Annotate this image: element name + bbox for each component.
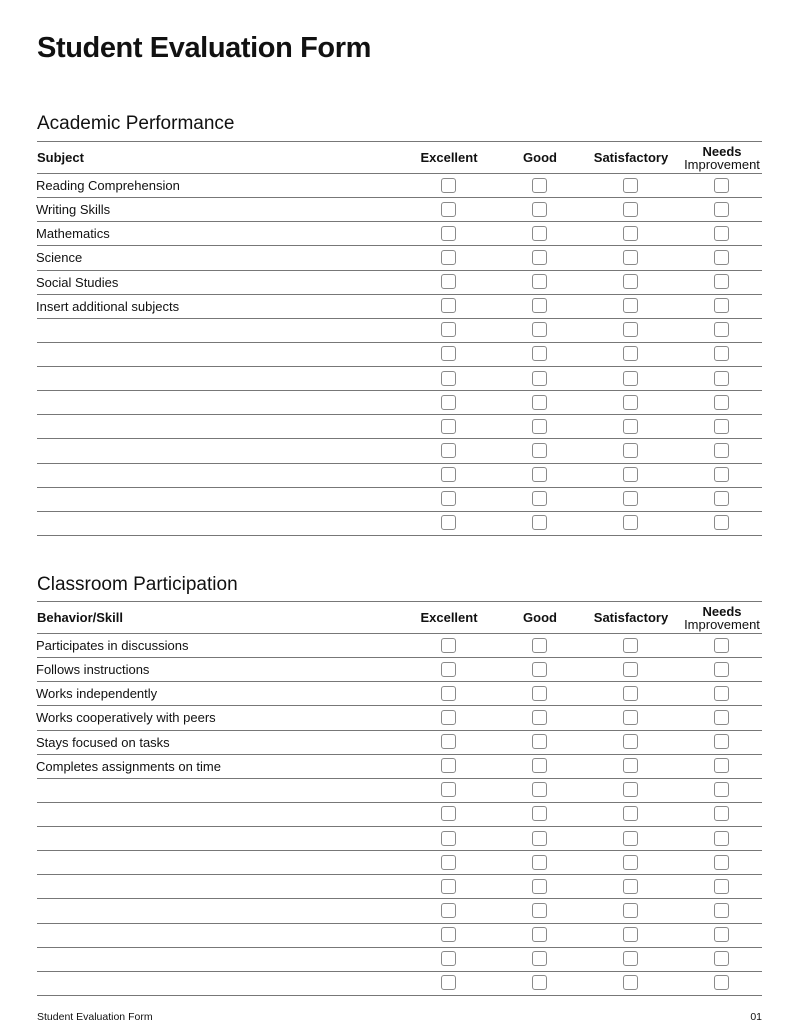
table-row [37,439,762,463]
table-row [37,415,762,439]
checkbox-needs-improvement[interactable] [714,903,729,918]
table-row [37,391,762,415]
row-label: Writing Skills [36,202,111,218]
checkbox-satisfactory[interactable] [623,782,638,797]
checkbox-good[interactable] [532,395,547,410]
header-needs-label: Needs [702,603,742,619]
checkbox-satisfactory[interactable] [623,371,638,386]
checkbox-good[interactable] [532,419,547,434]
checkbox-excellent[interactable] [441,274,456,289]
table-row [37,464,762,488]
checkbox-needs-improvement[interactable] [714,491,729,506]
header-good-label: Good [523,610,557,625]
table-row [37,779,762,803]
checkbox-needs-improvement[interactable] [714,202,729,217]
table-row [37,682,762,706]
checkbox-good[interactable] [532,202,547,217]
row-label: Social Studies [36,274,119,290]
row-label: Completes assignments on time [36,758,221,774]
checkbox-satisfactory[interactable] [623,322,638,337]
checkbox-excellent[interactable] [441,903,456,918]
checkbox-excellent[interactable] [441,515,456,530]
checkbox-excellent[interactable] [441,467,456,482]
checkbox-good[interactable] [532,322,547,337]
table-row [37,271,762,295]
checkbox-excellent[interactable] [441,322,456,337]
table-row [37,706,762,730]
table-row [37,803,762,827]
header-satisfactory [586,602,676,633]
checkbox-excellent[interactable] [441,419,456,434]
checkbox-satisfactory[interactable] [623,346,638,361]
header-satisfactory-label: Satisfactory [593,150,669,165]
section-title-academic-performance: Academic Performance [37,113,235,134]
checkbox-good[interactable] [532,927,547,942]
checkbox-needs-improvement[interactable] [714,178,729,193]
checkbox-needs-improvement[interactable] [714,419,729,434]
checkbox-excellent[interactable] [441,758,456,773]
table-row [37,755,762,779]
checkbox-excellent[interactable] [441,491,456,506]
checkbox-excellent[interactable] [441,927,456,942]
checkbox-satisfactory[interactable] [623,467,638,482]
checkbox-good[interactable] [532,782,547,797]
checkbox-needs-improvement[interactable] [714,443,729,458]
footer-page-number: 01 [750,1011,762,1023]
checkbox-excellent[interactable] [441,298,456,313]
table-row [37,899,762,923]
header-needs-improvement [677,142,767,173]
checkbox-satisfactory[interactable] [623,903,638,918]
row-label: Science [36,250,83,266]
checkbox-needs-improvement[interactable] [714,298,729,313]
checkbox-needs-improvement[interactable] [714,975,729,990]
table-row [37,875,762,899]
checkbox-needs-improvement[interactable] [714,951,729,966]
header-good-label: Good [523,150,557,165]
header-excellent-label: Excellent [420,150,478,165]
row-label: Stays focused on tasks [36,734,170,750]
checkbox-satisfactory[interactable] [623,855,638,870]
checkbox-good[interactable] [532,515,547,530]
checkbox-needs-improvement[interactable] [714,274,729,289]
checkbox-satisfactory[interactable] [623,686,638,701]
checkbox-excellent[interactable] [441,178,456,193]
checkbox-satisfactory[interactable] [623,806,638,821]
checkbox-needs-improvement[interactable] [714,686,729,701]
academic-performance-table [37,141,762,536]
checkbox-needs-improvement[interactable] [714,782,729,797]
checkbox-satisfactory[interactable] [623,226,638,241]
checkbox-good[interactable] [532,855,547,870]
header-excellent [404,142,494,173]
row-label: Works independently [36,686,158,702]
checkbox-satisfactory[interactable] [623,638,638,653]
table-row [37,488,762,512]
checkbox-satisfactory[interactable] [623,491,638,506]
checkbox-needs-improvement[interactable] [714,927,729,942]
table-row [37,827,762,851]
checkbox-needs-improvement[interactable] [714,226,729,241]
table-row [37,924,762,948]
checkbox-satisfactory[interactable] [623,662,638,677]
checkbox-excellent[interactable] [441,250,456,265]
header-satisfactory [586,142,676,173]
checkbox-excellent[interactable] [441,686,456,701]
checkbox-excellent[interactable] [441,638,456,653]
checkbox-needs-improvement[interactable] [714,734,729,749]
row-label: Works cooperatively with peers [36,710,216,726]
checkbox-needs-improvement[interactable] [714,371,729,386]
checkbox-needs-improvement[interactable] [714,346,729,361]
row-label: Mathematics [36,226,110,242]
checkbox-excellent[interactable] [441,395,456,410]
checkbox-needs-improvement[interactable] [714,831,729,846]
header-subject: Subject [37,150,84,165]
header-needs-label: Needs [702,143,742,159]
table-body [37,634,762,996]
checkbox-good[interactable] [532,274,547,289]
checkbox-good[interactable] [532,710,547,725]
header-behavior-skill: Behavior/Skill [37,610,123,625]
checkbox-excellent[interactable] [441,371,456,386]
checkbox-good[interactable] [532,250,547,265]
table-row [37,972,762,996]
table-row [37,246,762,270]
checkbox-excellent[interactable] [441,443,456,458]
table-row [37,634,762,658]
table-header [37,601,762,634]
checkbox-needs-improvement[interactable] [714,710,729,725]
header-needs-improvement [677,602,767,633]
checkbox-good[interactable] [532,638,547,653]
table-row [37,851,762,875]
row-label: Reading Comprehension [36,178,180,194]
checkbox-excellent[interactable] [441,951,456,966]
checkbox-good[interactable] [532,879,547,894]
table-row [37,367,762,391]
table-row [37,512,762,536]
checkbox-good[interactable] [532,903,547,918]
checkbox-needs-improvement[interactable] [714,515,729,530]
checkbox-satisfactory[interactable] [623,951,638,966]
checkbox-good[interactable] [532,491,547,506]
checkbox-satisfactory[interactable] [623,443,638,458]
row-label: Insert additional subjects [36,298,180,314]
checkbox-satisfactory[interactable] [623,879,638,894]
checkbox-satisfactory[interactable] [623,202,638,217]
checkbox-good[interactable] [532,662,547,677]
checkbox-satisfactory[interactable] [623,734,638,749]
checkbox-good[interactable] [532,346,547,361]
checkbox-excellent[interactable] [441,806,456,821]
checkbox-needs-improvement[interactable] [714,855,729,870]
checkbox-good[interactable] [532,975,547,990]
checkbox-satisfactory[interactable] [623,710,638,725]
row-label: Follows instructions [36,662,150,678]
checkbox-needs-improvement[interactable] [714,758,729,773]
footer-title: Student Evaluation Form [37,1011,153,1023]
checkbox-good[interactable] [532,831,547,846]
checkbox-excellent[interactable] [441,975,456,990]
table-row [37,295,762,319]
table-row [37,222,762,246]
header-improvement-label: Improvement [684,616,760,632]
table-row [37,343,762,367]
classroom-participation-table [37,601,762,996]
checkbox-excellent[interactable] [441,202,456,217]
checkbox-excellent[interactable] [441,662,456,677]
header-good [495,602,585,633]
checkbox-satisfactory[interactable] [623,831,638,846]
page-title: Student Evaluation Form [37,32,371,64]
header-improvement-label: Improvement [684,156,760,172]
checkbox-excellent[interactable] [441,710,456,725]
checkbox-good[interactable] [532,467,547,482]
checkbox-satisfactory[interactable] [623,758,638,773]
header-excellent [404,602,494,633]
table-row [37,658,762,682]
checkbox-good[interactable] [532,686,547,701]
checkbox-excellent[interactable] [441,782,456,797]
checkbox-satisfactory[interactable] [623,274,638,289]
checkbox-good[interactable] [532,298,547,313]
checkbox-satisfactory[interactable] [623,419,638,434]
checkbox-needs-improvement[interactable] [714,467,729,482]
checkbox-satisfactory[interactable] [623,298,638,313]
table-row [37,731,762,755]
table-row [37,319,762,343]
checkbox-needs-improvement[interactable] [714,395,729,410]
checkbox-needs-improvement[interactable] [714,806,729,821]
checkbox-excellent[interactable] [441,831,456,846]
checkbox-good[interactable] [532,806,547,821]
checkbox-good[interactable] [532,951,547,966]
checkbox-satisfactory[interactable] [623,927,638,942]
checkbox-satisfactory[interactable] [623,395,638,410]
checkbox-needs-improvement[interactable] [714,879,729,894]
checkbox-excellent[interactable] [441,734,456,749]
header-satisfactory-label: Satisfactory [593,610,669,625]
checkbox-needs-improvement[interactable] [714,638,729,653]
row-label: Participates in discussions [36,638,189,654]
checkbox-excellent[interactable] [441,879,456,894]
checkbox-good[interactable] [532,178,547,193]
table-row [37,174,762,198]
table-header [37,141,762,174]
table-row [37,198,762,222]
checkbox-good[interactable] [532,443,547,458]
checkbox-excellent[interactable] [441,855,456,870]
checkbox-satisfactory[interactable] [623,515,638,530]
checkbox-excellent[interactable] [441,226,456,241]
checkbox-good[interactable] [532,758,547,773]
checkbox-excellent[interactable] [441,346,456,361]
table-row [37,948,762,972]
checkbox-good[interactable] [532,371,547,386]
header-excellent-label: Excellent [420,610,478,625]
section-title-classroom-participation: Classroom Participation [37,574,238,595]
header-good [495,142,585,173]
checkbox-satisfactory[interactable] [623,250,638,265]
checkbox-needs-improvement[interactable] [714,322,729,337]
checkbox-satisfactory[interactable] [623,975,638,990]
checkbox-needs-improvement[interactable] [714,250,729,265]
table-body [37,174,762,536]
checkbox-satisfactory[interactable] [623,178,638,193]
checkbox-good[interactable] [532,226,547,241]
checkbox-needs-improvement[interactable] [714,662,729,677]
checkbox-good[interactable] [532,734,547,749]
